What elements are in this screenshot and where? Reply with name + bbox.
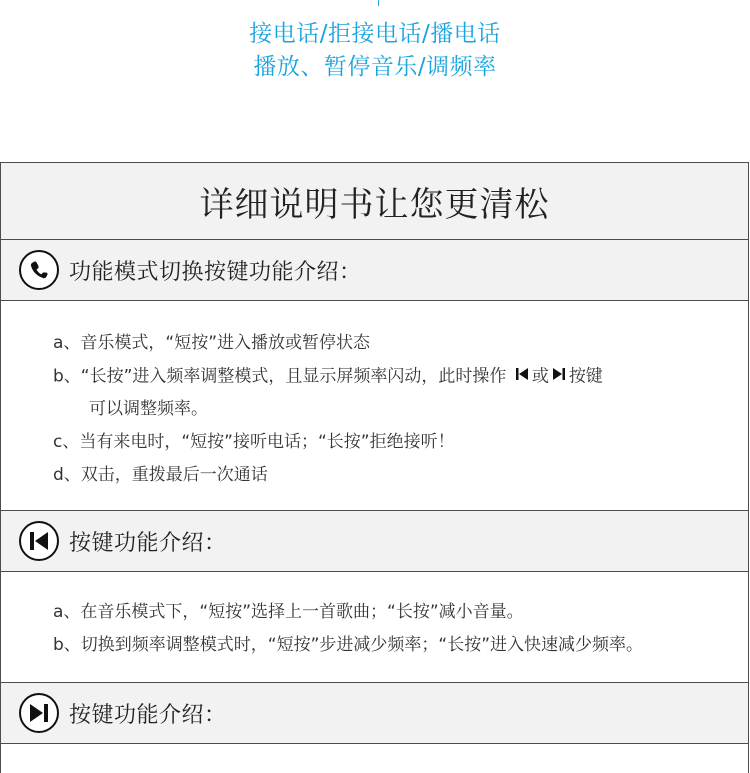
skip-previous-icon — [516, 360, 528, 393]
header-block — [0, 18, 750, 84]
header-line-1: 接电话/拒接电话/播电话 — [249, 21, 501, 47]
list-item-b-continuation: 可以调整频率。 — [89, 399, 208, 419]
list-item-a: a、音乐模式，“短按”进入播放或暂停状态 — [53, 333, 371, 353]
section-prev-key-title: 按键功能介绍： — [69, 530, 227, 556]
skip-next-icon — [553, 360, 565, 393]
section-next-key-title: 按键功能介绍： — [69, 702, 227, 728]
section-mode-switch-body — [1, 301, 748, 510]
section-mode-switch-header — [1, 240, 748, 301]
section-mode-switch-title: 功能模式切换按键功能介绍： — [69, 259, 362, 285]
skip-next-icon — [19, 693, 59, 733]
top-divider-tick — [378, 0, 379, 6]
header-line-2: 播放、暂停音乐/调频率 — [253, 54, 497, 80]
list-item-d: d、双击，重拨最后一次通话 — [53, 465, 268, 485]
section-next-key-header — [1, 682, 748, 744]
list-item-a: a、在音乐模式下，“短按”选择上一首歌曲；“长按”减小音量。 — [53, 602, 524, 622]
skip-previous-icon — [19, 521, 59, 561]
list-item-b-tail: 按键 — [568, 366, 603, 387]
section-prev-key-body — [1, 572, 748, 682]
list-item-b-text: b、“长按”进入频率调整模式，且显示屏频率闪动，此时操作 — [53, 366, 507, 387]
list-item-c: c、当有来电时，“短按”接听电话；“长按”拒绝接听！ — [53, 432, 455, 452]
phone-icon — [19, 250, 59, 290]
section-prev-key-header — [1, 510, 748, 572]
manual-title: 详细说明书让您更清松 — [1, 163, 748, 240]
list-item-b-or: 或 — [531, 366, 549, 387]
list-item-b: b、切换到频率调整模式时，“短按”步进减少频率；“长按”进入快速减少频率。 — [53, 635, 644, 655]
manual-panel — [0, 162, 749, 773]
list-item-b — [53, 360, 748, 393]
